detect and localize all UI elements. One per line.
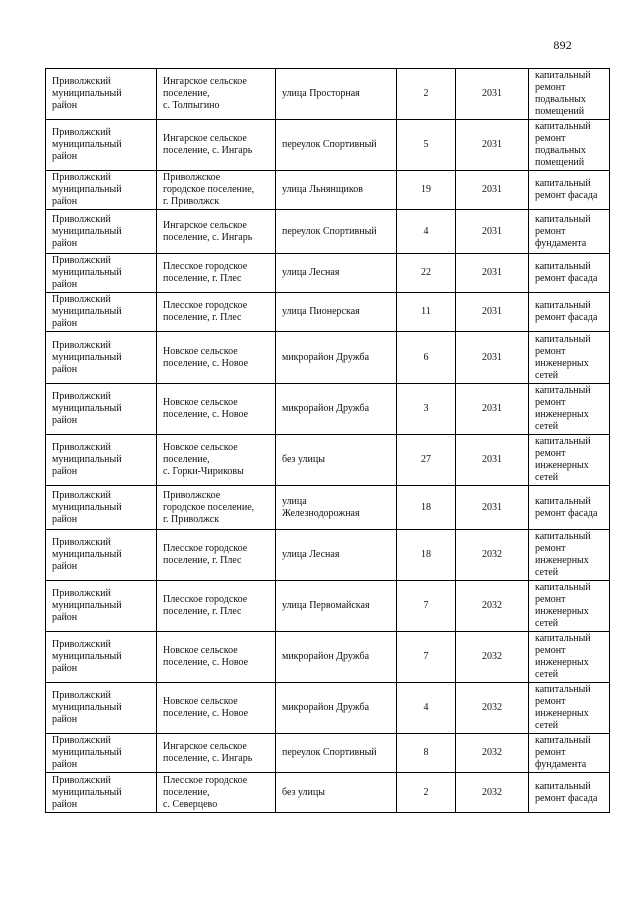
house-number-cell-text: 7 — [423, 600, 429, 611]
settlement-cell-text: Ингарское сельское поселение, с. Ингарь — [163, 219, 253, 243]
settlement-cell — [157, 632, 276, 683]
work-type-cell-text: капитальный ремонт инженерных сетей — [535, 582, 591, 629]
settlement-cell-text: Ингарское сельское поселение, с. Толпыгино — [163, 76, 247, 111]
house-number-cell — [397, 332, 456, 384]
work-type-cell-text: капитальный ремонт инженерных сетей — [535, 385, 591, 432]
work-type-cell — [529, 773, 610, 813]
table-row — [46, 293, 610, 332]
district-cell-text: Приволжский муниципальный район — [52, 294, 122, 329]
year-cell — [456, 120, 529, 171]
district-cell — [46, 120, 157, 171]
work-type-cell — [529, 210, 610, 254]
district-cell — [46, 734, 157, 773]
street-cell-text: улица Лесная — [282, 549, 340, 560]
district-cell — [46, 683, 157, 734]
street-cell-text: переулок Спортивный — [282, 747, 377, 758]
year-cell — [456, 293, 529, 332]
district-cell-text: Приволжский муниципальный район — [52, 391, 122, 426]
house-number-cell — [397, 734, 456, 773]
table-row — [46, 581, 610, 632]
year-cell — [456, 69, 529, 120]
street-cell — [276, 734, 397, 773]
house-number-cell — [397, 210, 456, 254]
house-number-cell-text: 11 — [421, 306, 431, 317]
year-cell-text: 2031 — [482, 306, 502, 317]
house-number-cell-text: 4 — [423, 702, 429, 713]
work-type-cell-text: капитальный ремонт инженерных сетей — [535, 531, 591, 578]
year-cell-text: 2032 — [482, 549, 502, 560]
work-type-cell — [529, 632, 610, 683]
settlement-cell-text: Приволжское городское поселение, г. Приволжск — [163, 172, 255, 207]
street-cell-text: микрорайон Дружба — [282, 651, 370, 662]
table-row — [46, 171, 610, 210]
house-number-cell — [397, 632, 456, 683]
street-cell — [276, 632, 397, 683]
work-type-cell — [529, 435, 610, 486]
table-row — [46, 384, 610, 435]
table-row — [46, 435, 610, 486]
district-cell — [46, 332, 157, 384]
settlement-cell — [157, 581, 276, 632]
settlement-cell — [157, 384, 276, 435]
district-cell — [46, 254, 157, 293]
repair-schedule-table — [45, 68, 610, 813]
year-cell-text: 2031 — [482, 403, 502, 414]
district-cell — [46, 435, 157, 486]
district-cell-text: Приволжский муниципальный район — [52, 339, 122, 375]
work-type-cell — [529, 171, 610, 210]
settlement-cell — [157, 332, 276, 384]
street-cell — [276, 530, 397, 581]
settlement-cell — [157, 69, 276, 120]
house-number-cell — [397, 120, 456, 171]
settlement-cell-text: Новское сельское поселение, с. Новое — [163, 397, 249, 420]
table-row — [46, 773, 610, 813]
settlement-cell — [157, 210, 276, 254]
work-type-cell-text: капитальный ремонт фасада — [535, 495, 598, 519]
settlement-cell — [157, 773, 276, 813]
work-type-cell — [529, 254, 610, 293]
district-cell — [46, 384, 157, 435]
street-cell-text: микрорайон Дружба — [282, 351, 370, 363]
page-number: 892 — [553, 38, 572, 52]
year-cell — [456, 486, 529, 530]
house-number-cell — [397, 683, 456, 734]
year-cell — [456, 632, 529, 683]
district-cell-text: Приволжский муниципальный район — [52, 588, 122, 623]
year-cell — [456, 171, 529, 210]
settlement-cell-text: Плесское городское поселение, г. Плес — [163, 594, 248, 617]
street-cell-text: улица Лесная — [282, 267, 340, 278]
house-number-cell-text: 2 — [423, 786, 429, 798]
street-cell-text: без улицы — [282, 454, 325, 465]
house-number-cell-text: 18 — [421, 549, 431, 560]
table-row — [46, 120, 610, 171]
house-number-cell — [397, 486, 456, 530]
settlement-cell-text: Ингарское сельское поселение, с. Ингарь — [163, 741, 253, 764]
settlement-cell — [157, 734, 276, 773]
year-cell-text: 2032 — [482, 651, 502, 662]
settlement-cell-text: Плесское городское поселение, с. Северцево — [163, 774, 248, 810]
work-type-cell-text: капитальный ремонт инженерных сетей — [535, 333, 591, 381]
year-cell — [456, 332, 529, 384]
work-type-cell-text: капитальный ремонт фасада — [535, 780, 598, 804]
work-type-cell — [529, 384, 610, 435]
street-cell — [276, 581, 397, 632]
house-number-cell-text: 22 — [421, 267, 431, 278]
table-row — [46, 683, 610, 734]
table-row — [46, 632, 610, 683]
work-type-cell-text: капитальный ремонт подвальных помещений — [535, 121, 591, 168]
settlement-cell-text: Плесское городское поселение, г. Плес — [163, 261, 248, 284]
year-cell-text: 2031 — [482, 267, 502, 278]
street-cell-text: улица Железнодорожная — [282, 495, 360, 519]
work-type-cell-text: капитальный ремонт фундамента — [535, 735, 591, 770]
table-row — [46, 210, 610, 254]
house-number-cell-text: 8 — [423, 747, 429, 758]
settlement-cell — [157, 293, 276, 332]
district-cell — [46, 69, 157, 120]
table-row — [46, 69, 610, 120]
street-cell — [276, 254, 397, 293]
house-number-cell — [397, 530, 456, 581]
house-number-cell — [397, 384, 456, 435]
settlement-cell — [157, 171, 276, 210]
work-type-cell — [529, 683, 610, 734]
settlement-cell — [157, 683, 276, 734]
street-cell-text: улица Льнянщиков — [282, 184, 363, 195]
settlement-cell-text: Новское сельское поселение, с. Горки-Чириковы — [163, 442, 244, 477]
house-number-cell-text: 3 — [423, 403, 429, 414]
settlement-cell-text: Плесское городское поселение, г. Плес — [163, 543, 248, 566]
work-type-cell — [529, 530, 610, 581]
district-cell-text: Приволжский муниципальный район — [52, 127, 122, 162]
street-cell — [276, 120, 397, 171]
street-cell-text: без улицы — [282, 786, 325, 798]
house-number-cell-text: 7 — [423, 651, 429, 662]
district-cell-text: Приволжский муниципальный район — [52, 639, 122, 674]
work-type-cell-text: капитальный ремонт инженерных сетей — [535, 684, 591, 731]
work-type-cell-text: капитальный ремонт фундамента — [535, 213, 591, 249]
work-type-cell — [529, 486, 610, 530]
street-cell — [276, 332, 397, 384]
settlement-cell — [157, 486, 276, 530]
district-cell — [46, 581, 157, 632]
year-cell-text: 2031 — [482, 225, 502, 237]
house-number-cell-text: 18 — [421, 501, 431, 513]
house-number-cell — [397, 581, 456, 632]
year-cell-text: 2032 — [482, 747, 502, 758]
year-cell-text: 2031 — [482, 139, 502, 150]
settlement-cell — [157, 120, 276, 171]
house-number-cell — [397, 435, 456, 486]
work-type-cell — [529, 581, 610, 632]
district-cell-text: Приволжский муниципальный район — [52, 172, 122, 207]
house-number-cell-text: 4 — [423, 225, 429, 237]
year-cell — [456, 683, 529, 734]
work-type-cell-text: капитальный ремонт подвальных помещений — [535, 70, 591, 117]
year-cell — [456, 734, 529, 773]
settlement-cell-text: Плесское городское поселение, г. Плес — [163, 300, 248, 323]
house-number-cell-text: 2 — [423, 88, 429, 99]
street-cell-text: микрорайон Дружба — [282, 702, 370, 713]
district-cell-text: Приволжский муниципальный район — [52, 213, 122, 249]
settlement-cell — [157, 254, 276, 293]
settlement-cell — [157, 435, 276, 486]
district-cell — [46, 773, 157, 813]
settlement-cell — [157, 530, 276, 581]
street-cell — [276, 69, 397, 120]
year-cell-text: 2031 — [482, 501, 502, 513]
house-number-cell-text: 27 — [421, 454, 431, 465]
work-type-cell — [529, 734, 610, 773]
street-cell — [276, 171, 397, 210]
work-type-cell-text: капитальный ремонт фасада — [535, 261, 598, 284]
year-cell-text: 2032 — [482, 786, 502, 798]
work-type-cell — [529, 69, 610, 120]
street-cell-text: улица Первомайская — [282, 600, 370, 611]
year-cell-text: 2031 — [482, 351, 502, 363]
street-cell-text: улица Просторная — [282, 88, 360, 99]
house-number-cell-text: 6 — [423, 351, 429, 363]
district-cell-text: Приволжский муниципальный район — [52, 735, 122, 770]
street-cell — [276, 435, 397, 486]
work-type-cell-text: капитальный ремонт инженерных сетей — [535, 436, 591, 483]
district-cell — [46, 210, 157, 254]
street-cell — [276, 384, 397, 435]
work-type-cell-text: капитальный ремонт инженерных сетей — [535, 633, 591, 680]
work-type-cell-text: капитальный ремонт фасада — [535, 178, 598, 201]
table-row — [46, 254, 610, 293]
work-type-cell — [529, 293, 610, 332]
house-number-cell-text: 5 — [423, 139, 429, 150]
district-cell-text: Приволжский муниципальный район — [52, 774, 122, 810]
work-type-cell — [529, 332, 610, 384]
district-cell-text: Приволжский муниципальный район — [52, 255, 122, 290]
district-cell-text: Приволжский муниципальный район — [52, 442, 122, 477]
district-cell-text: Приволжский муниципальный район — [52, 537, 122, 572]
settlement-cell-text: Новское сельское поселение, с. Новое — [163, 696, 249, 719]
house-number-cell — [397, 773, 456, 813]
year-cell — [456, 530, 529, 581]
settlement-cell-text: Ингарское сельское поселение, с. Ингарь — [163, 133, 253, 156]
year-cell — [456, 210, 529, 254]
table-row — [46, 486, 610, 530]
year-cell — [456, 435, 529, 486]
year-cell — [456, 581, 529, 632]
district-cell — [46, 293, 157, 332]
year-cell-text: 2031 — [482, 184, 502, 195]
street-cell-text: переулок Спортивный — [282, 225, 377, 237]
district-cell-text: Приволжский муниципальный район — [52, 690, 122, 725]
house-number-cell — [397, 293, 456, 332]
house-number-cell — [397, 69, 456, 120]
street-cell-text: переулок Спортивный — [282, 139, 377, 150]
district-cell — [46, 632, 157, 683]
settlement-cell-text: Приволжское городское поселение, г. Приволжск — [163, 489, 255, 525]
year-cell-text: 2031 — [482, 88, 502, 99]
year-cell — [456, 773, 529, 813]
year-cell — [456, 254, 529, 293]
street-cell — [276, 210, 397, 254]
table-row — [46, 734, 610, 773]
house-number-cell — [397, 254, 456, 293]
settlement-cell-text: Новское сельское поселение, с. Новое — [163, 345, 249, 369]
year-cell-text: 2031 — [482, 454, 502, 465]
street-cell-text: улица Пионерская — [282, 306, 360, 317]
street-cell — [276, 773, 397, 813]
table-row — [46, 332, 610, 384]
district-cell — [46, 171, 157, 210]
street-cell-text: микрорайон Дружба — [282, 403, 370, 414]
settlement-cell-text: Новское сельское поселение, с. Новое — [163, 645, 249, 668]
year-cell — [456, 384, 529, 435]
house-number-cell-text: 19 — [421, 184, 431, 195]
year-cell-text: 2032 — [482, 702, 502, 713]
street-cell — [276, 293, 397, 332]
table-row — [46, 530, 610, 581]
street-cell — [276, 683, 397, 734]
district-cell — [46, 530, 157, 581]
district-cell-text: Приволжский муниципальный район — [52, 76, 122, 111]
work-type-cell — [529, 120, 610, 171]
district-cell — [46, 486, 157, 530]
district-cell-text: Приволжский муниципальный район — [52, 489, 122, 525]
street-cell — [276, 486, 397, 530]
house-number-cell — [397, 171, 456, 210]
year-cell-text: 2032 — [482, 600, 502, 611]
work-type-cell-text: капитальный ремонт фасада — [535, 300, 598, 323]
